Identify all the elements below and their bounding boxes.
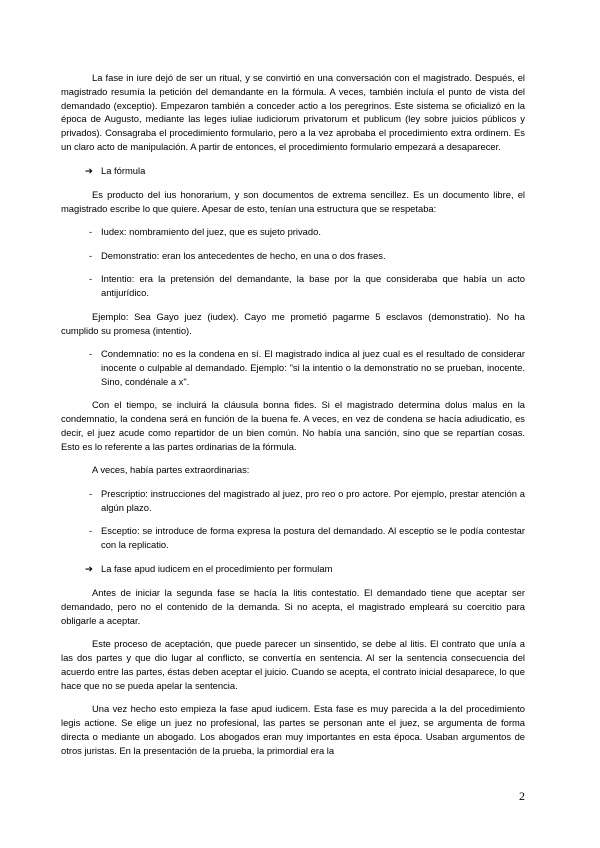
list-bullet: - (89, 348, 93, 360)
section-heading-text: La fase apud iudicem en el procedimiento per formulam (101, 562, 333, 574)
section-heading (61, 562, 525, 576)
list-item-text: Intentio: era la pretensión del demandante, la base por la que consideraba que había un acto antijurídico. (101, 273, 525, 299)
paragraph: Antes de iniciar la segunda fase se hacía la litis contestatio. El demandado tiene que aceptar ser demandado, pero no el contenido de la demanda. Si no acepta, el magistrado empleará su coercitio para obligarle a aceptar. (61, 587, 525, 626)
list-item (61, 524, 525, 552)
list-bullet: - (89, 488, 93, 499)
list-item-text: Iudex: nombramiento del juez, que es sujeto privado. (101, 226, 321, 238)
arrow-right-icon: ➔ (85, 562, 93, 574)
list-item (61, 272, 525, 300)
page-number: 2 (519, 789, 525, 803)
list-item (61, 487, 525, 515)
list-bullet: - (89, 525, 93, 537)
arrow-right-icon: ➔ (85, 164, 93, 176)
paragraph: A veces, había partes extraordinarias: (92, 464, 250, 476)
list-item-text: Prescriptio: instrucciones del magistrado al juez, pro reo o pro actore. Por ejemplo, prestar atención a algún plazo. (101, 488, 525, 513)
list-item (61, 225, 525, 239)
list-bullet: - (89, 249, 93, 261)
list-item-text: Condemnatio: no es la condena en sí. El magistrado indica al juez cual es el resultado de considerar inocente o culpable al demandado. Ejemplo: "si la intentio o la demonstratio no se prueban, inocente. Sino, condénale a x". (101, 348, 525, 387)
list-item (61, 347, 525, 388)
section-heading-text: La fórmula (101, 164, 146, 176)
paragraph: Es producto del ius honorarium, y son documentos de extrema sencillez. Es un documento libre, el magistrado escribe lo que quiere. Apesar de esto, tenían una estructura que se respetaba: (61, 188, 525, 214)
paragraph: La fase in iure dejó de ser un ritual, y se convirtió en una conversación con el magistrado. Después, el magistrado resumía la petición del demandante en la fórmula. A veces, también incluía el punto de vista del demandado (exceptio). Empezaron también a conceder actio a los peregrinos. Este sistema se oficializó en la época de Augusto, mediante las leges iuliae iudiciorum privatorum et publicum (ley sobre juicios públicos y privados). Consagraba el procedimiento formulario, pero a la vez aprobaba el procedimiento extra ordinem. Es un claro acto de manipulación. A partir de entonces, el procedimiento formulario empezará a desaparecer. (61, 72, 525, 152)
list-bullet: - (89, 226, 93, 238)
list-bullet: - (89, 273, 93, 285)
paragraph: Ejemplo: Sea Gayo juez (iudex). Cayo me prometió pagarme 5 esclavos (demonstratio). No ha cumplido su promesa (intentio). (61, 310, 525, 336)
document-body (61, 71, 525, 757)
list-item-text: Demonstratio: eran los antecedentes de hecho, en una o dos frases. (101, 249, 386, 261)
paragraph: Este proceso de aceptación, que puede parecer un sinsentido, se debe al litis. El contrato que unía a las dos partes y que dio lugar al conflicto, se convertía en sentencia. Al ser la sentencia consecuencia del acuerdo entre las partes, éstas deben aceptar el juicio. Cuando se acepta, el contrato inicial desaparece, lo que hace que no se pueda apelar la sentencia. (61, 638, 525, 691)
paragraph: Con el tiempo, se incluirá la cláusula bonna fides. Si el magistrado determina dolus malus en la condemnatio, la condena será en función de la buena fe. A veces, en vez de condena se hacía adiudicatio, es decir, el juez acude como repartidor de un bien común. No había una sanción, sino que se repartían cosas. Esto es lo referente a las partes ordinarias de la fórmula. (61, 399, 525, 452)
section-heading (61, 164, 525, 178)
list-item-text: Esceptio: se introduce de forma expresa la postura del demandado. Al esceptio se le podía contestar con la replicatio. (101, 525, 525, 551)
paragraph: Una vez hecho esto empieza la fase apud iudicem. Esta fase es muy parecida a la del procedimiento legis actione. Se elige un juez no profesional, las partes se personan ante el juez, se argumenta de forma directa o mediante un abogado. Los abogados eran muy importantes en esta época. Usaban argumentos de otros juristas. En la presentación de la prueba, la primordial era la (61, 703, 525, 756)
list-item (61, 249, 525, 263)
